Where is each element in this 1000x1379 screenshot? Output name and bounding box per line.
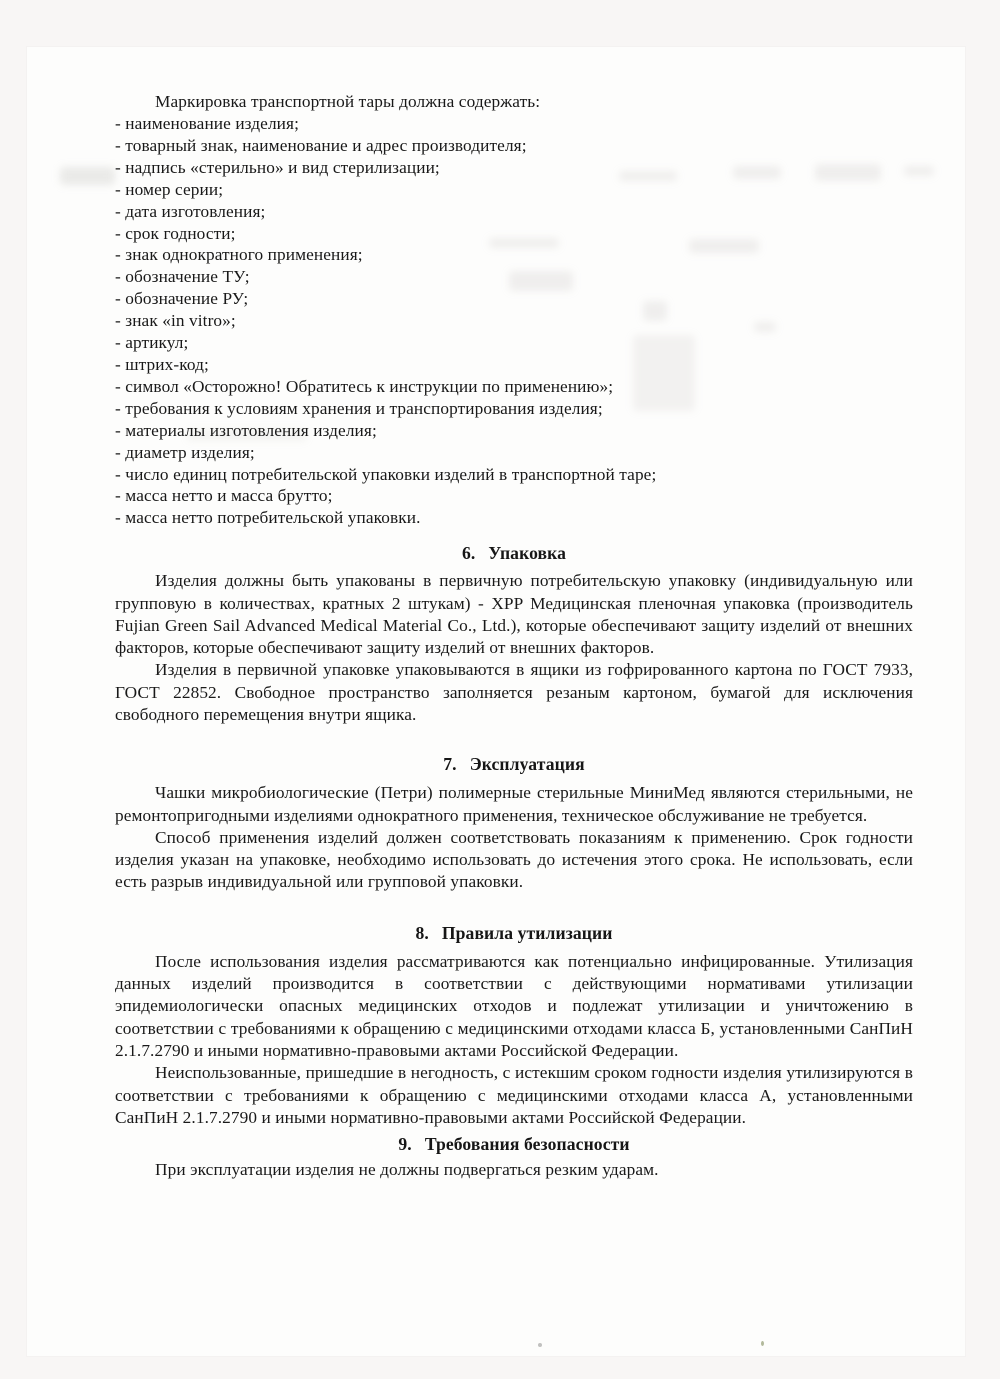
ink-speck [538,1343,542,1347]
section-number: 7. [443,754,457,775]
section-title: Требования безопасности [424,1134,630,1155]
section-upakovka [115,541,913,726]
section-number: 9. [398,1134,412,1155]
list-item: - дата изготовления; [115,201,266,221]
list-item: - диаметр изделия; [115,442,255,462]
list-item: - срок годности; [115,223,236,243]
list-item: - требования к условиям хранения и транспортирования изделия; [115,398,603,418]
list-item: - наименование изделия; [115,114,299,133]
section-title: Упаковка [488,543,567,564]
list-item: - материалы изготовления изделия; [115,420,377,440]
section-7-heading [115,752,913,776]
document-page [27,47,965,1356]
section-number: 6. [461,543,476,564]
section-6-paragraph-2: Изделия в первичной упаковке упаковываются в ящики из гофрированного картона по ГОСТ 7933, ГОСТ 22852. Свободное пространство заполняется резаным картоном, бумагой для исключения свободного перемещения внутри ящика. [115,660,913,724]
section-8-paragraph-1: После использования изделия рассматриваются как потенциально инфицированные. Утилизация данных изделий производится в соответствии с действующими нормативами утилизации эпидемиологически опасных медицинских отходов и подлежат утилизации и уничтожению в соответствии с требованиями к обращению с медицинскими отходами класса Б, установленными СанПиН 2.1.7.2790 и иными нормативно-правовыми актами Российской Федерации. [115,951,913,1060]
ink-speck [761,1341,764,1346]
list-item: - штрих-код; [115,354,209,374]
section-number: 8. [415,922,429,943]
transport-marking-list [115,113,913,529]
list-item: - масса нетто потребительской упаковки. [115,508,421,528]
list-item: - знак однократного применения; [115,245,363,265]
list-item: - товарный знак, наименование и адрес производителя; [115,135,527,155]
section-title: Эксплуатация [469,754,585,775]
section-8-heading [115,921,913,945]
section-8-paragraph-2: Неиспользованные, пришедшие в негодность, с истекшим сроком годности изделия утилизируются в соответствии с требованиями к обращению с медицинскими отходами класса А, установленными СанПиН 2.1.7.2790 и иными нормативно-правовыми актами Российской Федерации. [115,1063,913,1127]
list-item: - число единиц потребительской упаковки изделий в транспортной таре; [115,464,657,484]
list-item: - масса нетто и масса брутто; [115,486,333,506]
document-content [115,91,913,1181]
section-6-paragraph-1: Изделия должны быть упакованы в первичную потребительскую упаковку (индивидуальную или групповую в количествах, кратных 2 штукам) - XPP Медицинская пленочная упаковка (производитель Fujian Green Sail Advanced Medical Material Co., Ltd.), которые обеспечивают защиту изделий от внешних факторов, которые обеспечивают защиту изделий от внешних факторов. [115,571,913,658]
list-item: - номер серии; [115,179,224,199]
section-6-heading [115,541,913,565]
list-item: - знак «in vitro»; [115,311,236,331]
list-item: - обозначение ТУ; [115,267,250,287]
section-9-heading [115,1132,913,1156]
list-item: - артикул; [115,333,189,353]
section-9-paragraph-1: При эксплуатации изделия не должны подвергаться резким ударам. [155,1160,659,1180]
section-pravila-utilizatsii [115,921,913,1129]
scan-smudge [60,167,115,185]
list-item: - символ «Осторожно! Обратитесь к инструкции по применению»; [115,376,614,396]
section-7-paragraph-2: Способ применения изделий должен соответствовать показаниям к применению. Срок годности изделия указан на упаковке, необходимо использовать до истечения этого срока. Не использовать, если есть разрыв индивидуальной или групповой упаковки. [115,827,913,892]
section-title: Правила утилизации [441,922,613,943]
list-item: - надпись «стерильно» и вид стерилизации; [115,157,440,177]
list-item: - обозначение РУ; [115,289,249,309]
intro-paragraph: Маркировка транспортной тары должна содержать: [155,92,541,111]
section-ekspluatatsiya [115,752,913,893]
section-7-paragraph-1: Чашки микробиологические (Петри) полимерные стерильные МиниМед являются стерильными, не ремонтопригодными изделиями однократного применения, техническое обслуживание не требуется. [115,783,913,825]
section-trebovaniya-bezopasnosti [115,1132,913,1181]
